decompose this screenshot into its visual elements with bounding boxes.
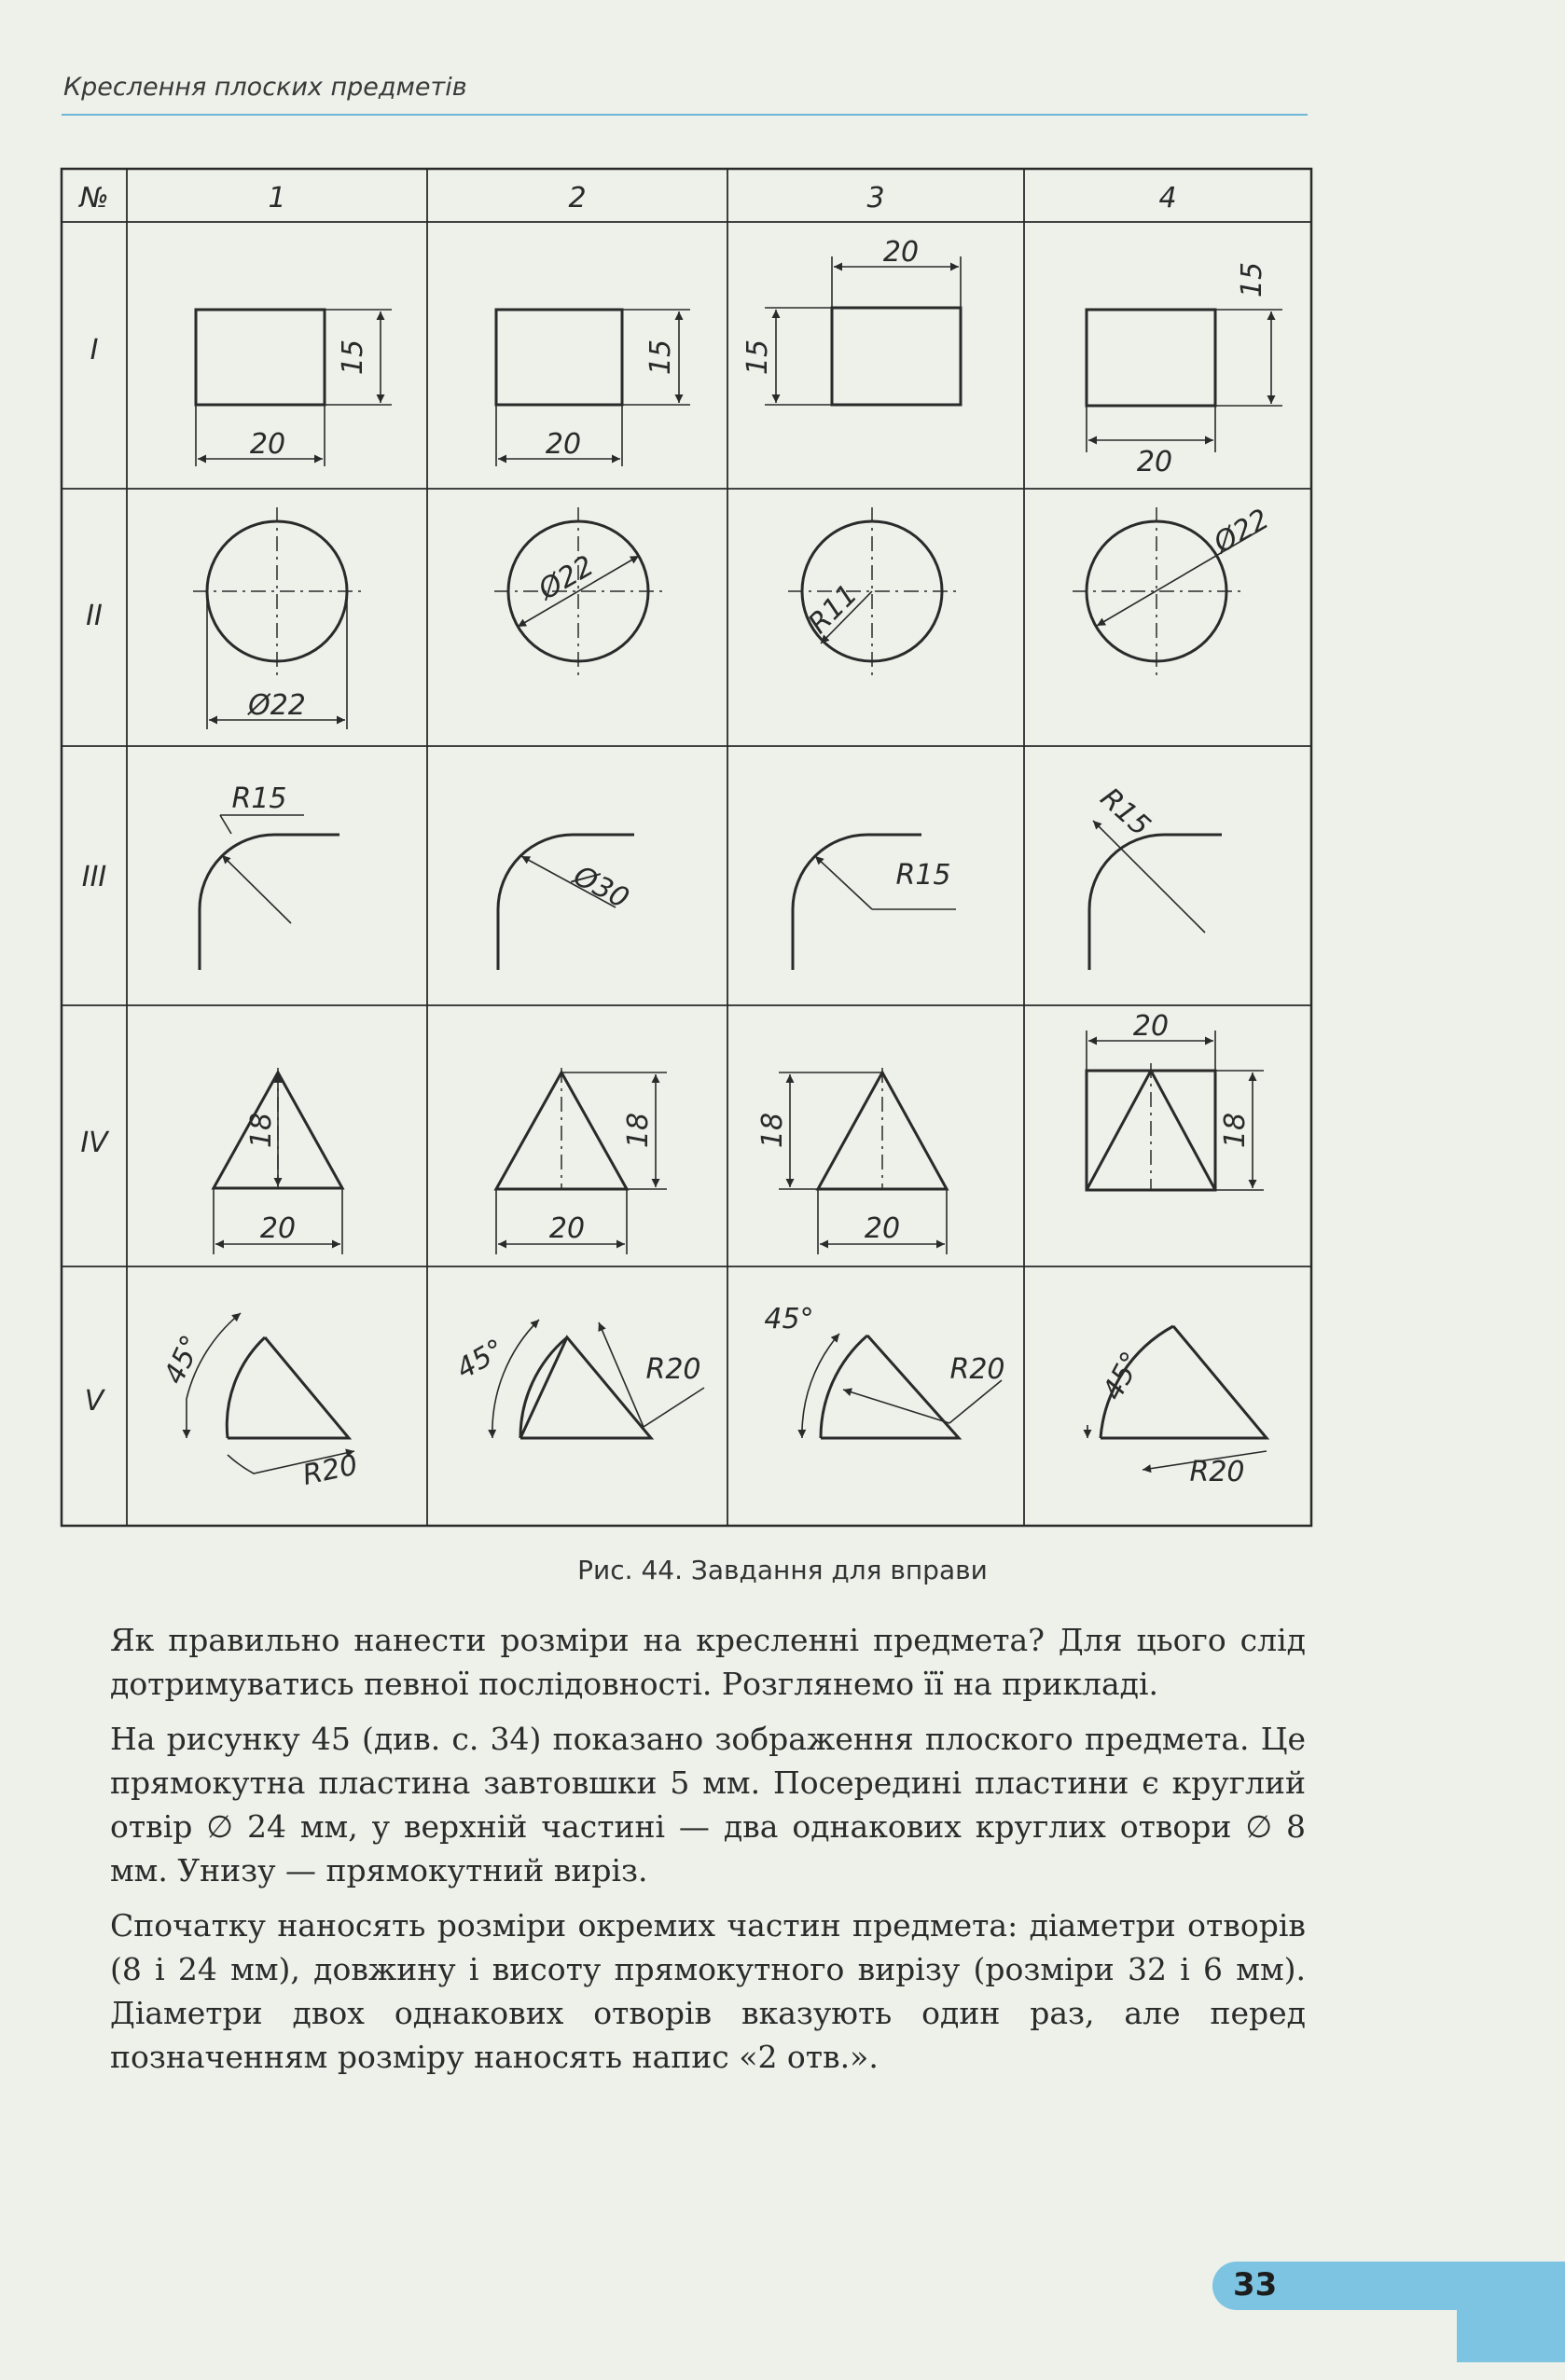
- dim-label: 18: [756, 1112, 789, 1149]
- cell-3-4: [1089, 821, 1222, 970]
- paragraph: Спочатку наносять розміри окремих частин предмета: діаметри отворів (8 і 24 мм), довжину і висоту прямокутного вирізу (розміри 32 і 6 мм). Діаметри двох однакових отворів вказують один раз, але перед позначенням розміру наносять напис «2 отв.».: [110, 1907, 1306, 2075]
- dim-label: 45°: [1096, 1346, 1149, 1406]
- dim-label: 45°: [764, 1303, 814, 1335]
- dim-label: R20: [645, 1353, 701, 1386]
- header-corner: №: [79, 182, 109, 214]
- dim-label: 15: [644, 339, 677, 376]
- cell-1-2: [496, 310, 690, 466]
- row-header-5: V: [84, 1385, 104, 1418]
- column-header-3: 3: [866, 182, 885, 214]
- dim-label: 15: [337, 339, 369, 376]
- dim-label: R20: [1189, 1456, 1245, 1488]
- cell-1-4: [1087, 310, 1282, 452]
- body-text: [110, 1618, 1306, 2090]
- dim-label: Ø22: [248, 689, 306, 722]
- row-header-1: I: [90, 334, 99, 367]
- cell-4-3: [779, 1068, 947, 1254]
- dim-label: Ø30: [567, 859, 634, 916]
- dim-label: 20: [259, 1212, 297, 1245]
- row-header-3: III: [81, 861, 107, 893]
- dim-label: R20: [949, 1353, 1005, 1386]
- dim-label: 45°: [158, 1330, 209, 1390]
- dim-label: R15: [1093, 782, 1157, 843]
- dim-label: 20: [1132, 1010, 1170, 1043]
- dim-label: 20: [1136, 446, 1173, 478]
- page-edge-tab: [1457, 2262, 1565, 2362]
- dim-label: 20: [548, 1212, 586, 1245]
- cell-5-3: [802, 1334, 1005, 1438]
- dim-label: 20: [882, 236, 920, 269]
- dim-label: 20: [864, 1212, 901, 1245]
- dim-label: 15: [1236, 261, 1268, 298]
- running-header: Креслення плоских предметів: [63, 73, 467, 102]
- dim-label: 45°: [450, 1333, 511, 1387]
- cell-1-3: [765, 256, 961, 405]
- cell-2-2: [494, 507, 662, 675]
- dim-label: R15: [231, 782, 287, 815]
- column-header-1: 1: [268, 182, 286, 214]
- cell-4-4: [1087, 1031, 1264, 1190]
- cell-2-3: [788, 507, 956, 675]
- dim-label: R11: [802, 578, 865, 641]
- cell-3-1: [200, 815, 339, 970]
- dim-label: 20: [249, 428, 286, 461]
- paragraph: На рисунку 45 (див. с. 34) показано зображення плоского предмета. Це прямокутна пластина завтовшки 5 мм. Посередині пластини є круглий отвір ∅ 24 мм, у верхній частині — два однакових круглих отвори ∅ 8 мм. Унизу — прямокутний виріз.: [110, 1721, 1306, 1889]
- dim-label: Ø22: [533, 549, 600, 607]
- dim-label: Ø22: [1208, 503, 1275, 560]
- cell-3-3: [793, 835, 956, 970]
- dim-label: 18: [622, 1112, 655, 1149]
- column-header-4: 4: [1158, 182, 1177, 214]
- dim-label: 18: [1219, 1112, 1252, 1149]
- column-header-2: 2: [568, 182, 587, 214]
- paragraph: Як правильно нанести розміри на кресленні предмета? Для цього слід дотримуватись певної послідовності. Розглянемо її на прикладі.: [110, 1622, 1306, 1702]
- dim-label: 15: [741, 339, 774, 376]
- dim-label: 18: [245, 1112, 278, 1149]
- figure-caption: Рис. 44. Завдання для вправи: [577, 1555, 988, 1585]
- row-header-4: IV: [80, 1127, 108, 1159]
- page-number: 33: [1233, 2266, 1278, 2304]
- cell-5-1: [187, 1313, 354, 1474]
- cell-1-1: [196, 310, 392, 466]
- dim-label: R15: [895, 859, 951, 892]
- row-header-2: II: [86, 600, 103, 632]
- dim-label: R20: [299, 1448, 361, 1492]
- dim-label: 20: [545, 428, 582, 461]
